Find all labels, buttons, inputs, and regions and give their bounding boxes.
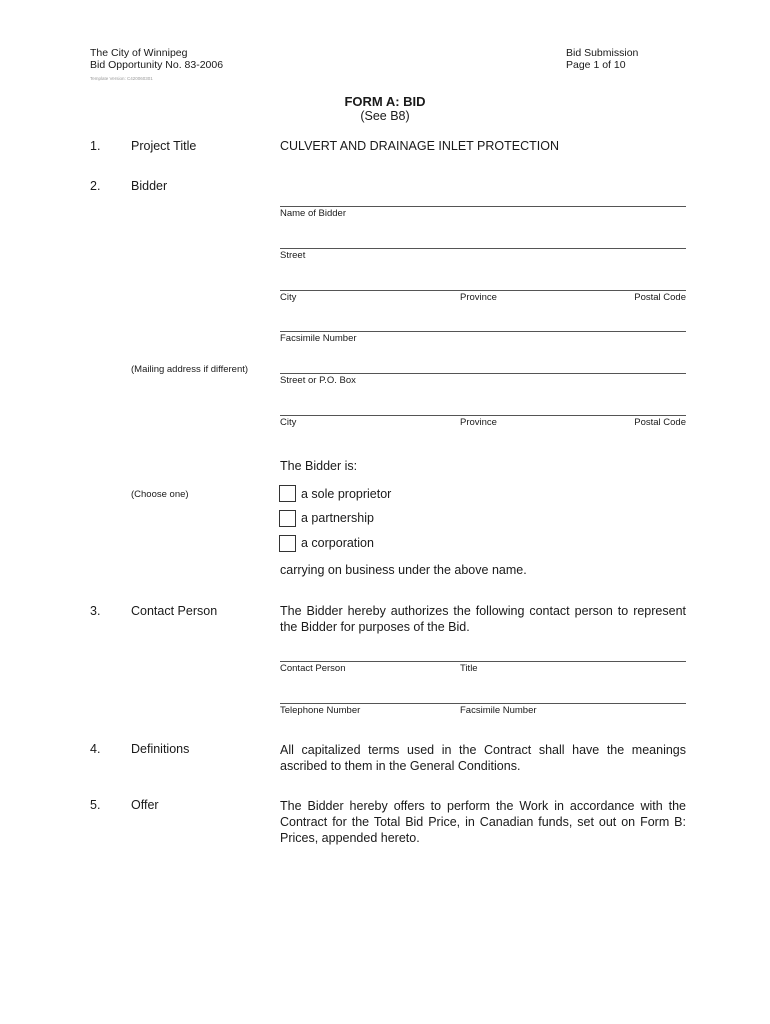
mailing-city-province-postal-field[interactable]: [280, 415, 686, 416]
street-po-box-field[interactable]: [280, 373, 686, 374]
facsimile-field[interactable]: [280, 331, 686, 332]
contact-facsimile-label: Facsimile Number: [460, 705, 537, 716]
carrying-on-business-text: carrying on business under the above name.: [280, 563, 527, 577]
city-label: City: [280, 292, 297, 303]
section-4-number: 4.: [90, 742, 101, 756]
definitions-text: All capitalized terms used in the Contract shall have the meanings ascribed to them in the General Conditions.: [280, 743, 686, 773]
street-po-box-label: Street or P.O. Box: [280, 375, 356, 386]
partnership-label: a partnership: [301, 511, 374, 525]
mailing-postal-code-label: Postal Code: [634, 417, 686, 428]
header-template-version: Template Version: C420060301: [90, 76, 153, 81]
section-1-number: 1.: [90, 139, 101, 153]
partnership-checkbox[interactable]: [279, 510, 296, 527]
section-5-label: Offer: [131, 798, 159, 812]
province-label: Province: [460, 292, 497, 303]
corporation-label: a corporation: [301, 536, 374, 550]
offer-text: The Bidder hereby offers to perform the Work in accordance with the Contract for the Total Bid Price, in Canadian funds, set out on Form B: Prices, appended hereto.: [280, 799, 686, 845]
section-4-label: Definitions: [131, 742, 190, 756]
project-title-value: CULVERT AND DRAINAGE INLET PROTECTION: [280, 139, 559, 153]
title-label: Title: [460, 663, 478, 674]
form-subtitle: (See B8): [360, 109, 410, 123]
header-bid-submission: Bid Submission: [566, 47, 639, 59]
header-page-number: Page 1 of 10: [566, 59, 626, 71]
telephone-number-label: Telephone Number: [280, 705, 361, 716]
facsimile-label: Facsimile Number: [280, 333, 357, 344]
contact-person-text: The Bidder hereby authorizes the following contact person to represent the Bidder for purposes of the Bid.: [280, 604, 686, 634]
section-2-number: 2.: [90, 179, 101, 193]
street-label: Street: [280, 250, 306, 261]
mailing-province-label: Province: [460, 417, 497, 428]
section-3-label: Contact Person: [131, 604, 218, 618]
mailing-address-note: (Mailing address if different): [131, 364, 249, 375]
mailing-city-label: City: [280, 417, 297, 428]
sole-proprietor-label: a sole proprietor: [301, 487, 392, 501]
bidder-is-text: The Bidder is:: [280, 459, 358, 473]
street-field[interactable]: [280, 248, 686, 249]
name-of-bidder-field[interactable]: [280, 206, 686, 207]
city-province-postal-field[interactable]: [280, 290, 686, 291]
telephone-facsimile-field[interactable]: [280, 703, 686, 704]
corporation-checkbox[interactable]: [279, 535, 296, 552]
name-of-bidder-label: Name of Bidder: [280, 208, 347, 219]
section-3-number: 3.: [90, 604, 101, 618]
form-title: FORM A: BID: [344, 94, 426, 109]
contact-person-label: Contact Person: [280, 663, 346, 674]
header-city: The City of Winnipeg: [90, 47, 188, 59]
contact-person-title-field[interactable]: [280, 661, 686, 662]
section-2-label: Bidder: [131, 179, 168, 193]
sole-proprietor-checkbox[interactable]: [279, 485, 296, 502]
section-1-label: Project Title: [131, 139, 197, 153]
section-5-number: 5.: [90, 798, 101, 812]
header-bid-opportunity: Bid Opportunity No. 83-2006: [90, 59, 224, 71]
choose-one-note: (Choose one): [131, 489, 189, 500]
postal-code-label: Postal Code: [634, 292, 686, 303]
